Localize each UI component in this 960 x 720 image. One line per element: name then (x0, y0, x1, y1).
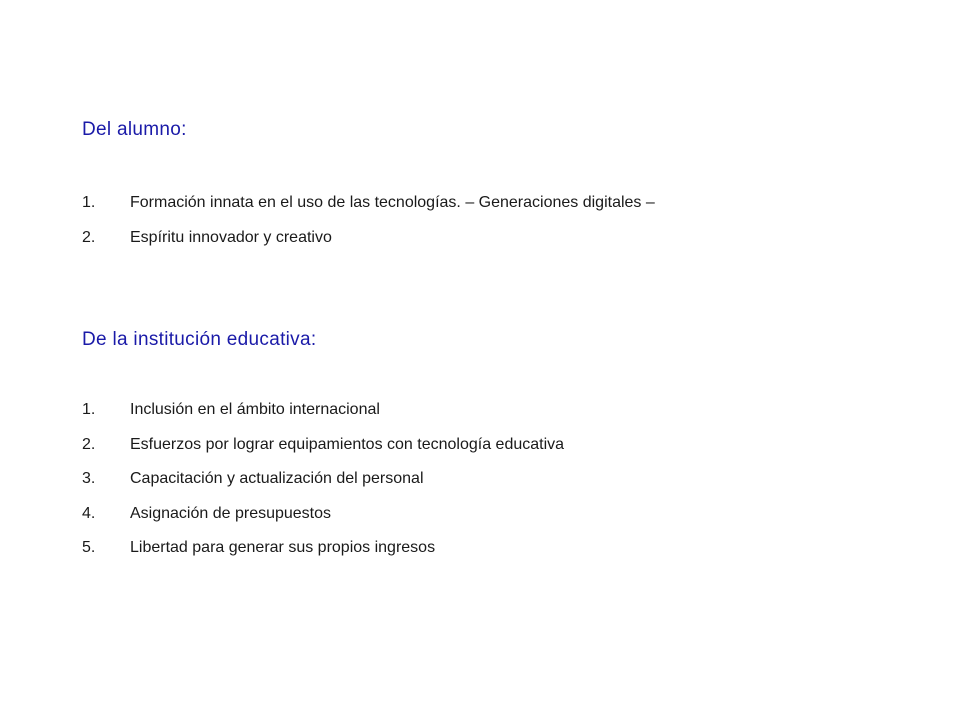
item-number: 2. (82, 228, 96, 246)
item-text: Asignación de presupuestos (130, 504, 332, 522)
institution-section-heading: De la institución educativa: (82, 329, 317, 350)
item-number: 4. (82, 504, 96, 522)
item-number: 5. (82, 539, 96, 556)
student-section-heading: Del alumno: (82, 119, 187, 140)
item-text: Esfuerzos por lograr equipamientos con tecnología educativa (130, 435, 565, 453)
item-text: Formación innata en el uso de las tecnologías. – Generaciones digitales – (130, 194, 655, 211)
item-text: Espíritu innovador y creativo (130, 228, 332, 246)
item-number: 3. (82, 470, 96, 487)
item-text: Capacitación y actualización del personal (130, 470, 424, 487)
item-number: 1. (82, 194, 96, 211)
item-number: 2. (82, 435, 96, 453)
item-number: 1. (82, 401, 96, 418)
item-text: Inclusión en el ámbito internacional (130, 401, 380, 418)
item-text: Libertad para generar sus propios ingresos (130, 539, 436, 556)
